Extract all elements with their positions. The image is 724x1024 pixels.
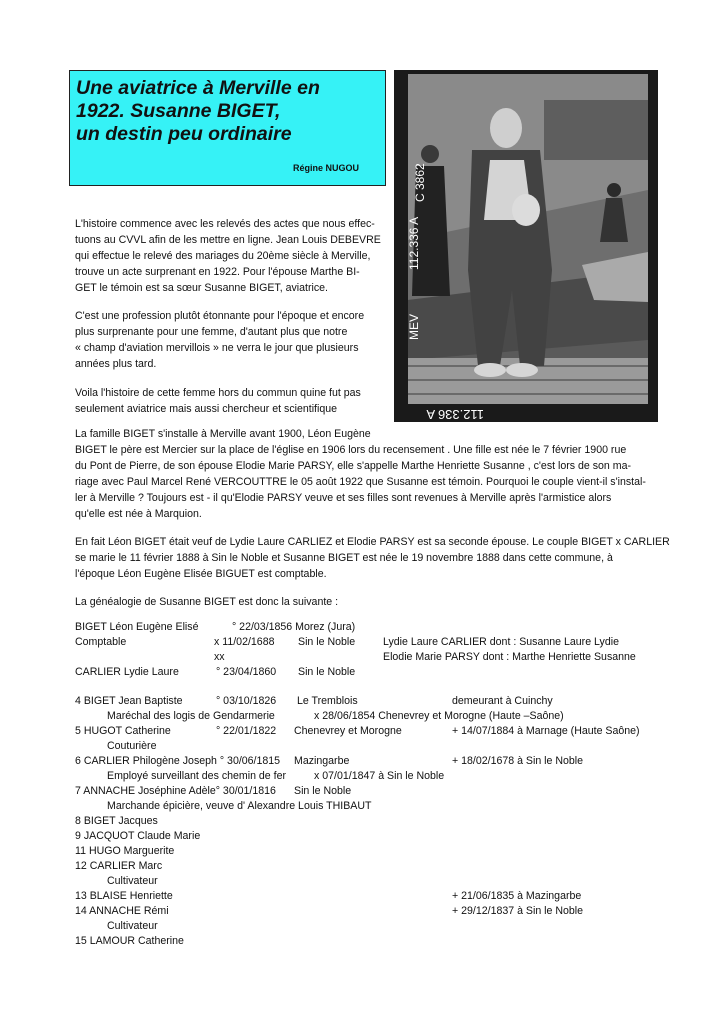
gen-cell: + 21/06/1835 à Mazingarbe [452,890,582,902]
text-line: ler à Merville ? Toujours est - il qu'Elodie PARSY veuve et ses filles sont revenues à Merville après l'armistice alors [75,492,612,504]
text-line: qui effectue le relevé des mariages du 20ème siècle à Merville, [75,250,371,262]
gen-cell: x 11/02/1688 [214,636,275,648]
text-line: se marie le 11 février 1888 à Sin le Noble et Susanne BIGET est née le 19 novembre 1888 dans cette commune, à [75,552,613,564]
text-line: trouve un acte surprenant en 1922. Pour l'épouse Marthe BI- [75,266,360,278]
photo-caption-left: 112.336 A [407,216,421,270]
gen-cell: 15 LAMOUR Catherine [75,935,184,947]
gen-cell: Marchande épicière, veuve d' Alexandre Louis THIBAUT [107,800,372,812]
gen-cell: Le Tremblois [297,695,358,707]
gen-cell: ° 23/04/1860 [216,666,277,678]
gen-cell: Chenevrey et Morogne [294,725,402,737]
text-line: « champ d'aviation mervillois » ne verra le jour que plusieurs [75,342,359,354]
text-line: qu'elle est née à Marquion. [75,508,202,520]
text-line: Voila l'histoire de cette femme hors du commun quine fut pas [75,387,361,399]
photo-caption-right: C 3862 [413,163,427,202]
gen-cell: 14 ANNACHE Rémi [75,905,169,917]
text-line: l'époque Léon Eugène Elisée BIGUET est comptable. [75,568,327,580]
gen-cell: Maréchal des logis de Gendarmerie [107,710,275,722]
gen-cell: 8 BIGET Jacques [75,815,158,827]
gen-cell: ° 03/10/1826 [216,695,277,707]
text-line: plus surprenante pour une femme, d'autant plus que notre [75,326,348,338]
paragraph-6: La généalogie de Susanne BIGET est donc la suivante : [75,596,339,608]
gen-cell: 9 JACQUOT Claude Marie [75,830,201,842]
photo-caption-prefix: MEV [407,313,421,340]
title-line: 1922. Susanne BIGET, [76,100,281,122]
gen-cell: + 18/02/1678 à Sin le Noble [452,755,584,767]
article-title [76,77,320,146]
aviatrix-photo [394,70,658,422]
text-line: C'est une profession plutôt étonnante pour l'époque et encore [75,310,365,322]
text-line: La famille BIGET s'installe à Merville avant 1900, Léon Eugène [75,428,371,440]
gen-cell: Cultivateur [107,875,158,887]
gen-cell: Mazingarbe [294,755,350,767]
gen-cell: 7 ANNACHE Joséphine Adèle° 30/01/1816 [75,785,276,797]
gen-cell: x 07/01/1847 à Sin le Noble [314,770,445,782]
gen-cell: Sin le Noble [294,785,352,797]
gen-cell: BIGET Léon Eugène Elisé [75,621,199,633]
text-line: seulement aviatrice mais aussi chercheur et scientifique [75,403,338,415]
text-line: GET le témoin est sa sœur Susanne BIGET, aviatrice. [75,282,328,294]
gen-cell: Sin le Noble [298,666,356,678]
gen-cell: Comptable [75,636,127,648]
gen-cell: x 28/06/1854 Chenevrey et Morogne (Haute –Saône) [314,710,564,722]
gen-cell: Lydie Laure CARLIER dont : Susanne Laure Lydie [383,636,619,648]
gen-cell: 5 HUGOT Catherine [75,725,171,737]
text-line: années plus tard. [75,358,157,370]
gen-cell: Couturière [107,740,157,752]
title-line: un destin peu ordinaire [76,123,292,145]
gen-cell: Employé surveillant des chemin de fer [107,770,287,782]
gen-cell: 11 HUGO Marguerite [75,845,175,857]
text-line: riage avec Paul Marcel René VERCOUTTRE le 05 août 1922 que Susanne est témoin. Pourquoi le couple vient-il s'instal- [75,476,646,488]
gen-cell: + 29/12/1837 à Sin le Noble [452,905,584,917]
text-line: du Pont de Pierre, de son épouse Elodie Marie PARSY, elle s'appelle Marthe Henriette Susanne , c'est lors de son ma- [75,460,632,472]
photo-illustration [394,70,658,422]
gen-cell: Cultivateur [107,920,158,932]
text-line: tuons au CVVL afin de les mettre en ligne. Jean Louis DEBEVRE [75,234,381,246]
text-line: BIGET le père est Mercier sur la place de l'église en 1906 lors du recensement . Une fille est née le 7 février 1900 rue [75,444,627,456]
photo-caption-bottom: 112.336 A [426,407,484,422]
gen-cell: + 14/07/1884 à Marnage (Haute Saône) [452,725,640,737]
gen-cell: xx [214,651,225,663]
text-line: En fait Léon BIGET était veuf de Lydie Laure CARLIEZ et Elodie PARSY est sa seconde épouse. Le couple BIGET x CARLIER [75,536,670,548]
title-box [69,70,386,186]
gen-cell: 13 BLAISE Henriette [75,890,173,902]
gen-cell: 6 CARLIER Philogène Joseph ° 30/06/1815 [75,755,281,767]
author-name: Régine NUGOU [292,163,359,173]
gen-cell: CARLIER Lydie Laure [75,666,179,678]
gen-cell: 12 CARLIER Marc [75,860,163,872]
gen-cell: 4 BIGET Jean Baptiste [75,695,183,707]
gen-cell: Sin le Noble [298,636,356,648]
gen-cell: ° 22/03/1856 Morez (Jura) [232,621,356,633]
title-line: Une aviatrice à Merville en [76,77,320,99]
gen-cell: demeurant à Cuinchy [452,695,553,707]
gen-cell: Elodie Marie PARSY dont : Marthe Henriette Susanne [383,651,636,663]
text-line: L'histoire commence avec les relevés des actes que nous effec- [75,218,375,230]
gen-cell: ° 22/01/1822 [216,725,277,737]
